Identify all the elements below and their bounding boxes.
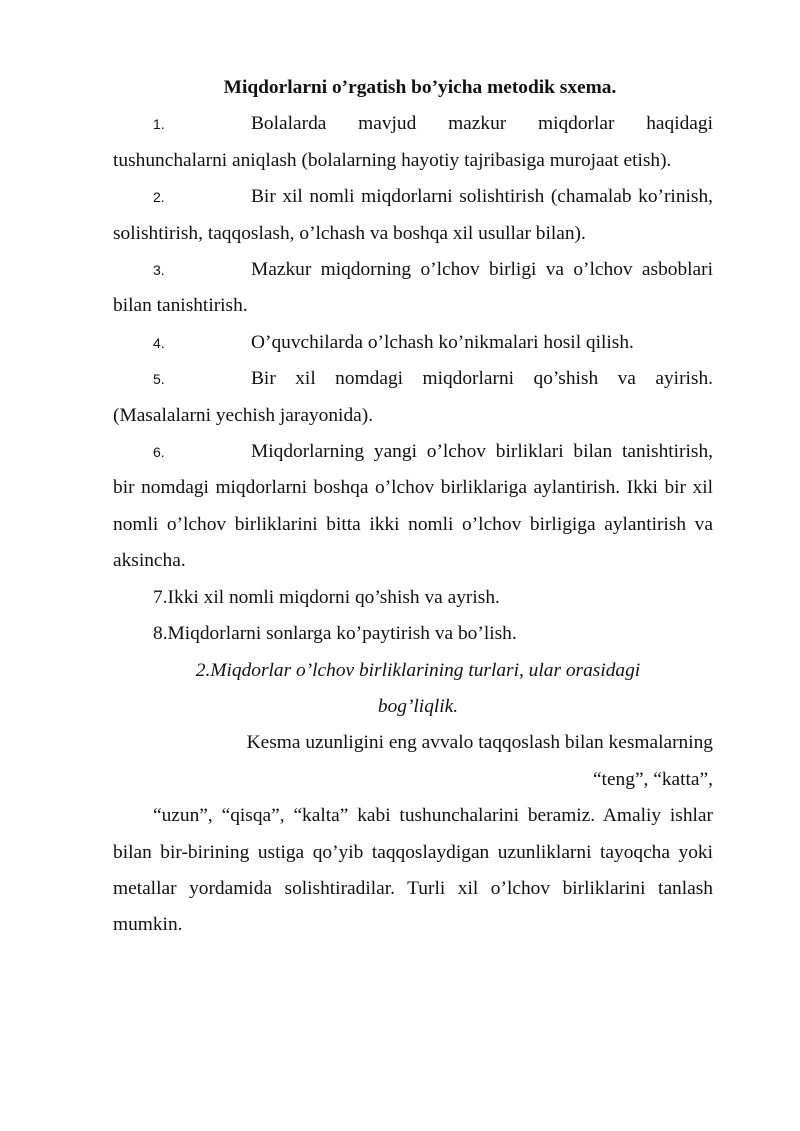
list-item-4	[113, 325, 713, 361]
paragraph-line-1: Kesma uzunligini eng avvalo taqqoslash bilan kesmalarning	[246, 732, 713, 754]
page-title: Miqdorlarni o’rgatish bo’yicha metodik sxema.	[223, 77, 617, 98]
list-item-6	[113, 434, 713, 580]
list-number: 1.	[153, 116, 165, 133]
list-item-3	[113, 252, 713, 325]
list-item-text: Bolalarda mavjud mazkur miqdorlar haqidagi tushunchalarni aniqlash (bolalarning hayotiy tajribasiga murojaat etish).	[113, 113, 713, 171]
list-number: 6.	[153, 444, 165, 461]
list-item-text: O’quvchilarda o’lchash ko’nikmalari hosil qilish.	[251, 331, 634, 353]
paragraph-body: “uzun”, “qisqa”, “kalta” kabi tushunchalarini beramiz. Amaliy ishlar bilan bir-birining ustiga qo’yib taqqoslaydigan uzunliklarni tayoqcha yoki metallar yordamida solishtiradilar. Turli xil o’lchov birliklarini tanlash mumkin.	[113, 805, 713, 936]
document-page	[113, 70, 713, 944]
list-number: 2.	[153, 189, 165, 206]
list-number: 5.	[153, 371, 165, 388]
list-item-text: Bir xil nomdagi miqdorlarni qo’shish va ayirish. (Masalalarni yechish jarayonida).	[113, 368, 713, 426]
section-subtitle	[113, 653, 713, 726]
list-item-8: 8.Miqdorlarni sonlarga ko’paytirish va bo’lish.	[153, 623, 517, 645]
list-item-7: 7.Ikki xil nomli miqdorni qo’shish va ayrish.	[153, 586, 500, 608]
list-item-text: Miqdorlarning yangi o’lchov birliklari bilan tanishtirish, bir nomdagi miqdorlarni boshqa o’lchov birliklariga aylantirish. Ikki bir xil nomli o’lchov birliklarini bitta ikki nomli o’lchov birligiga aylantirish va aksincha.	[113, 441, 713, 572]
list-item-5	[113, 361, 713, 434]
list-item-1	[113, 106, 713, 179]
subtitle-line-2: bog’liqlik.	[377, 695, 459, 717]
list-number: 4.	[153, 334, 165, 351]
list-number: 3.	[153, 262, 165, 279]
list-item-text: Mazkur miqdorning o’lchov birligi va o’lchov asboblari bilan tanishtirish.	[113, 259, 713, 317]
subtitle-line-1: 2.Miqdorlar o’lchov birliklarining turlari, ular orasidagi	[195, 659, 641, 681]
paragraph-line-2: “teng”, “katta”,	[592, 768, 713, 790]
list-item-2	[113, 179, 713, 252]
list-item-text: Bir xil nomli miqdorlarni solishtirish (chamalab ko’rinish, solishtirish, taqqoslash, o’lchash va boshqa xil usullar bilan).	[113, 186, 713, 244]
